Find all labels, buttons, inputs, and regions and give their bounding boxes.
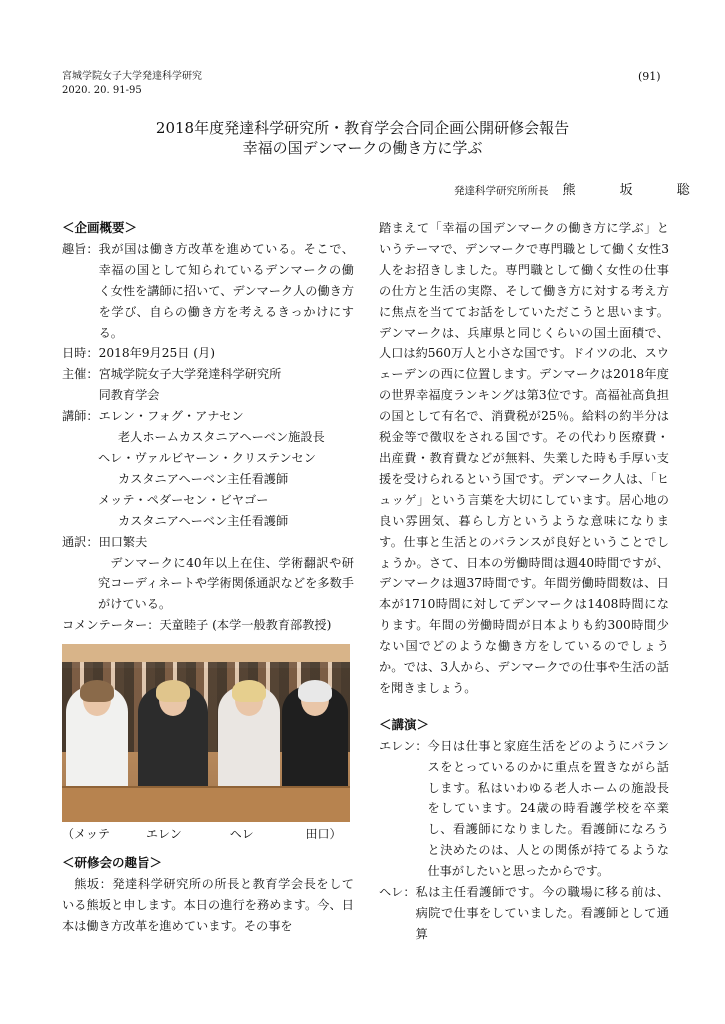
intro-paragraph: 踏まえて「幸福の国デンマークの働き方に学ぶ」というテーマで、デンマークで専門職として働く女性3人をお招きしました。専門職として働く女性の仕事の仕方と生活の実際、そして働き方に対する考え方に焦点を当ててお話をしていただこうと思います。デンマークは、兵庫県と同じくらいの国土面積で、人口は約560万人と小さな国です。ドイツの北、スウェーデンの西に位置します。デンマークは2018年度の世界幸福度ランキングは第3位です。高福祉高負担の国として有名で、消費税が25％。給料の約半分は税金等で徴収をされる国です。その代わり医療費・出産費・教育費などが無料、失業した時も手厚い支援を受けられるという国です。デンマーク人は、「ヒュッゲ」という言葉を大切にしています。居心地の良い雰囲気、暮らし方というような意味になります。仕事と生活とのバランスが良好ということでしょうか。さて、日本の労働時間は週40時間ですが、デンマークは週37時間です。年間労働時間数は、日本が1710時間に対してデンマークは1408時間になります。年間の労働時間が日本よりも約300時間少ない国でどのような働き方をしているのでしょうか。では、3人から、デンマークでの仕事や生活の話を聞きましょう。 xyxy=(379,221,669,695)
date-label: 日時： xyxy=(62,346,99,361)
host-label: 主催： xyxy=(62,367,99,382)
speaker-list xyxy=(99,406,354,427)
author-line xyxy=(454,179,710,198)
interpreter-name: 田口繁夫 xyxy=(98,534,148,549)
plan-heading: ＜企画概要＞ xyxy=(62,220,138,235)
intent-heading: ＜研修会の趣旨＞ xyxy=(62,855,163,871)
left-column xyxy=(62,218,354,937)
ellen-label: エレン： xyxy=(379,738,428,753)
date-row xyxy=(62,343,354,364)
speaker-1-name: エレン・フォグ・アナセン xyxy=(98,409,244,424)
photo-caption: （メッテ エレン ヘレ 田口） xyxy=(62,827,342,842)
purpose-row xyxy=(62,239,354,344)
running-header xyxy=(62,70,202,98)
photo-person-mette xyxy=(66,686,128,796)
article-title xyxy=(0,118,725,158)
speakers-row xyxy=(62,406,354,427)
date-value: 2018年9月25日 (月) xyxy=(98,346,215,361)
group-photo xyxy=(62,644,350,822)
author-name: 熊 坂 聡 xyxy=(562,183,710,198)
speaker-1-role: 老人ホームカスタニアヘーベン施設長 xyxy=(118,430,325,445)
intent-paragraph: 熊坂：発達科学研究所の所長と教育学会長をしている熊坂と申します。本日の進行を務めます。今、日本は働き方改革を進めています。その事を xyxy=(62,876,354,933)
host-value xyxy=(99,364,354,406)
right-column xyxy=(379,218,669,945)
host-row xyxy=(62,364,354,406)
ellen-speech xyxy=(379,736,669,882)
page-number: (91) xyxy=(638,70,661,83)
photo-person-ellen xyxy=(138,686,208,796)
author-affiliation: 発達科学研究所所長 xyxy=(454,185,549,197)
speaker-label: 講師： xyxy=(62,409,99,424)
host-line-1: 宮城学院女子大学発達科学研究所 xyxy=(98,367,282,382)
photo-desk xyxy=(62,786,350,822)
purpose-text: 我が国は働き方改革を進めている。そこで、幸福の国として知られているデンマークの働く女性を講師に招いて、デンマーク人の働き方を学び、自らの働き方を考えるきっかけにする。 xyxy=(98,241,355,340)
commentator-line: コメンテーター：天童睦子 (本学一般教育部教授) xyxy=(62,618,332,633)
title-line-1: 2018年度発達科学研究所・教育学会合同企画公開研修会報告 xyxy=(155,119,570,137)
interpreter-row xyxy=(62,532,354,553)
helle-text: 私は主任看護師です。今の職場に移る前は、病院で仕事をしていました。看護師として通算 xyxy=(415,885,669,941)
helle-label: ヘレ： xyxy=(379,885,416,900)
speaker-3-role: カスタニアヘーベン主任看護師 xyxy=(118,513,289,528)
speaker-2-name: ヘレ・ヴァルビヤーン・クリステンセン xyxy=(98,450,316,465)
journal-name: 宮城学院女子大学発達科学研究 xyxy=(62,71,202,82)
photo-person-helle xyxy=(218,686,280,796)
host-line-2: 同教育学会 xyxy=(98,388,160,403)
interpreter-note: デンマークに40年以上在住、学術翻訳や研究コーディネートや学術関係通訳などを多数手がけている。 xyxy=(98,555,354,612)
speaker-3-name: メッテ・ペダーセン・ビヤゴー xyxy=(98,492,269,507)
ellen-text: 今日は仕事と家庭生活をどのようにバランスをとっているのかに重点を置きながら話します。私はいわゆる老人ホームの施設長をしています。24歳の時看護学校を卒業し、看護師になりました。看護師になろうと決めたのは、人との関係が持てるような仕事がしたいと思ったからです。 xyxy=(427,738,669,879)
helle-speech xyxy=(379,882,669,945)
speaker-2-role: カスタニアヘーベン主任看護師 xyxy=(118,471,289,486)
volume-info: 2020. 20. 91-95 xyxy=(62,85,142,96)
title-line-2: 幸福の国デンマークの働き方に学ぶ xyxy=(242,139,483,157)
interpreter-label: 通訳： xyxy=(62,534,99,549)
purpose-label: 趣旨： xyxy=(62,241,99,256)
lecture-heading: ＜講演＞ xyxy=(379,716,430,732)
photo-person-taguchi xyxy=(282,686,348,796)
